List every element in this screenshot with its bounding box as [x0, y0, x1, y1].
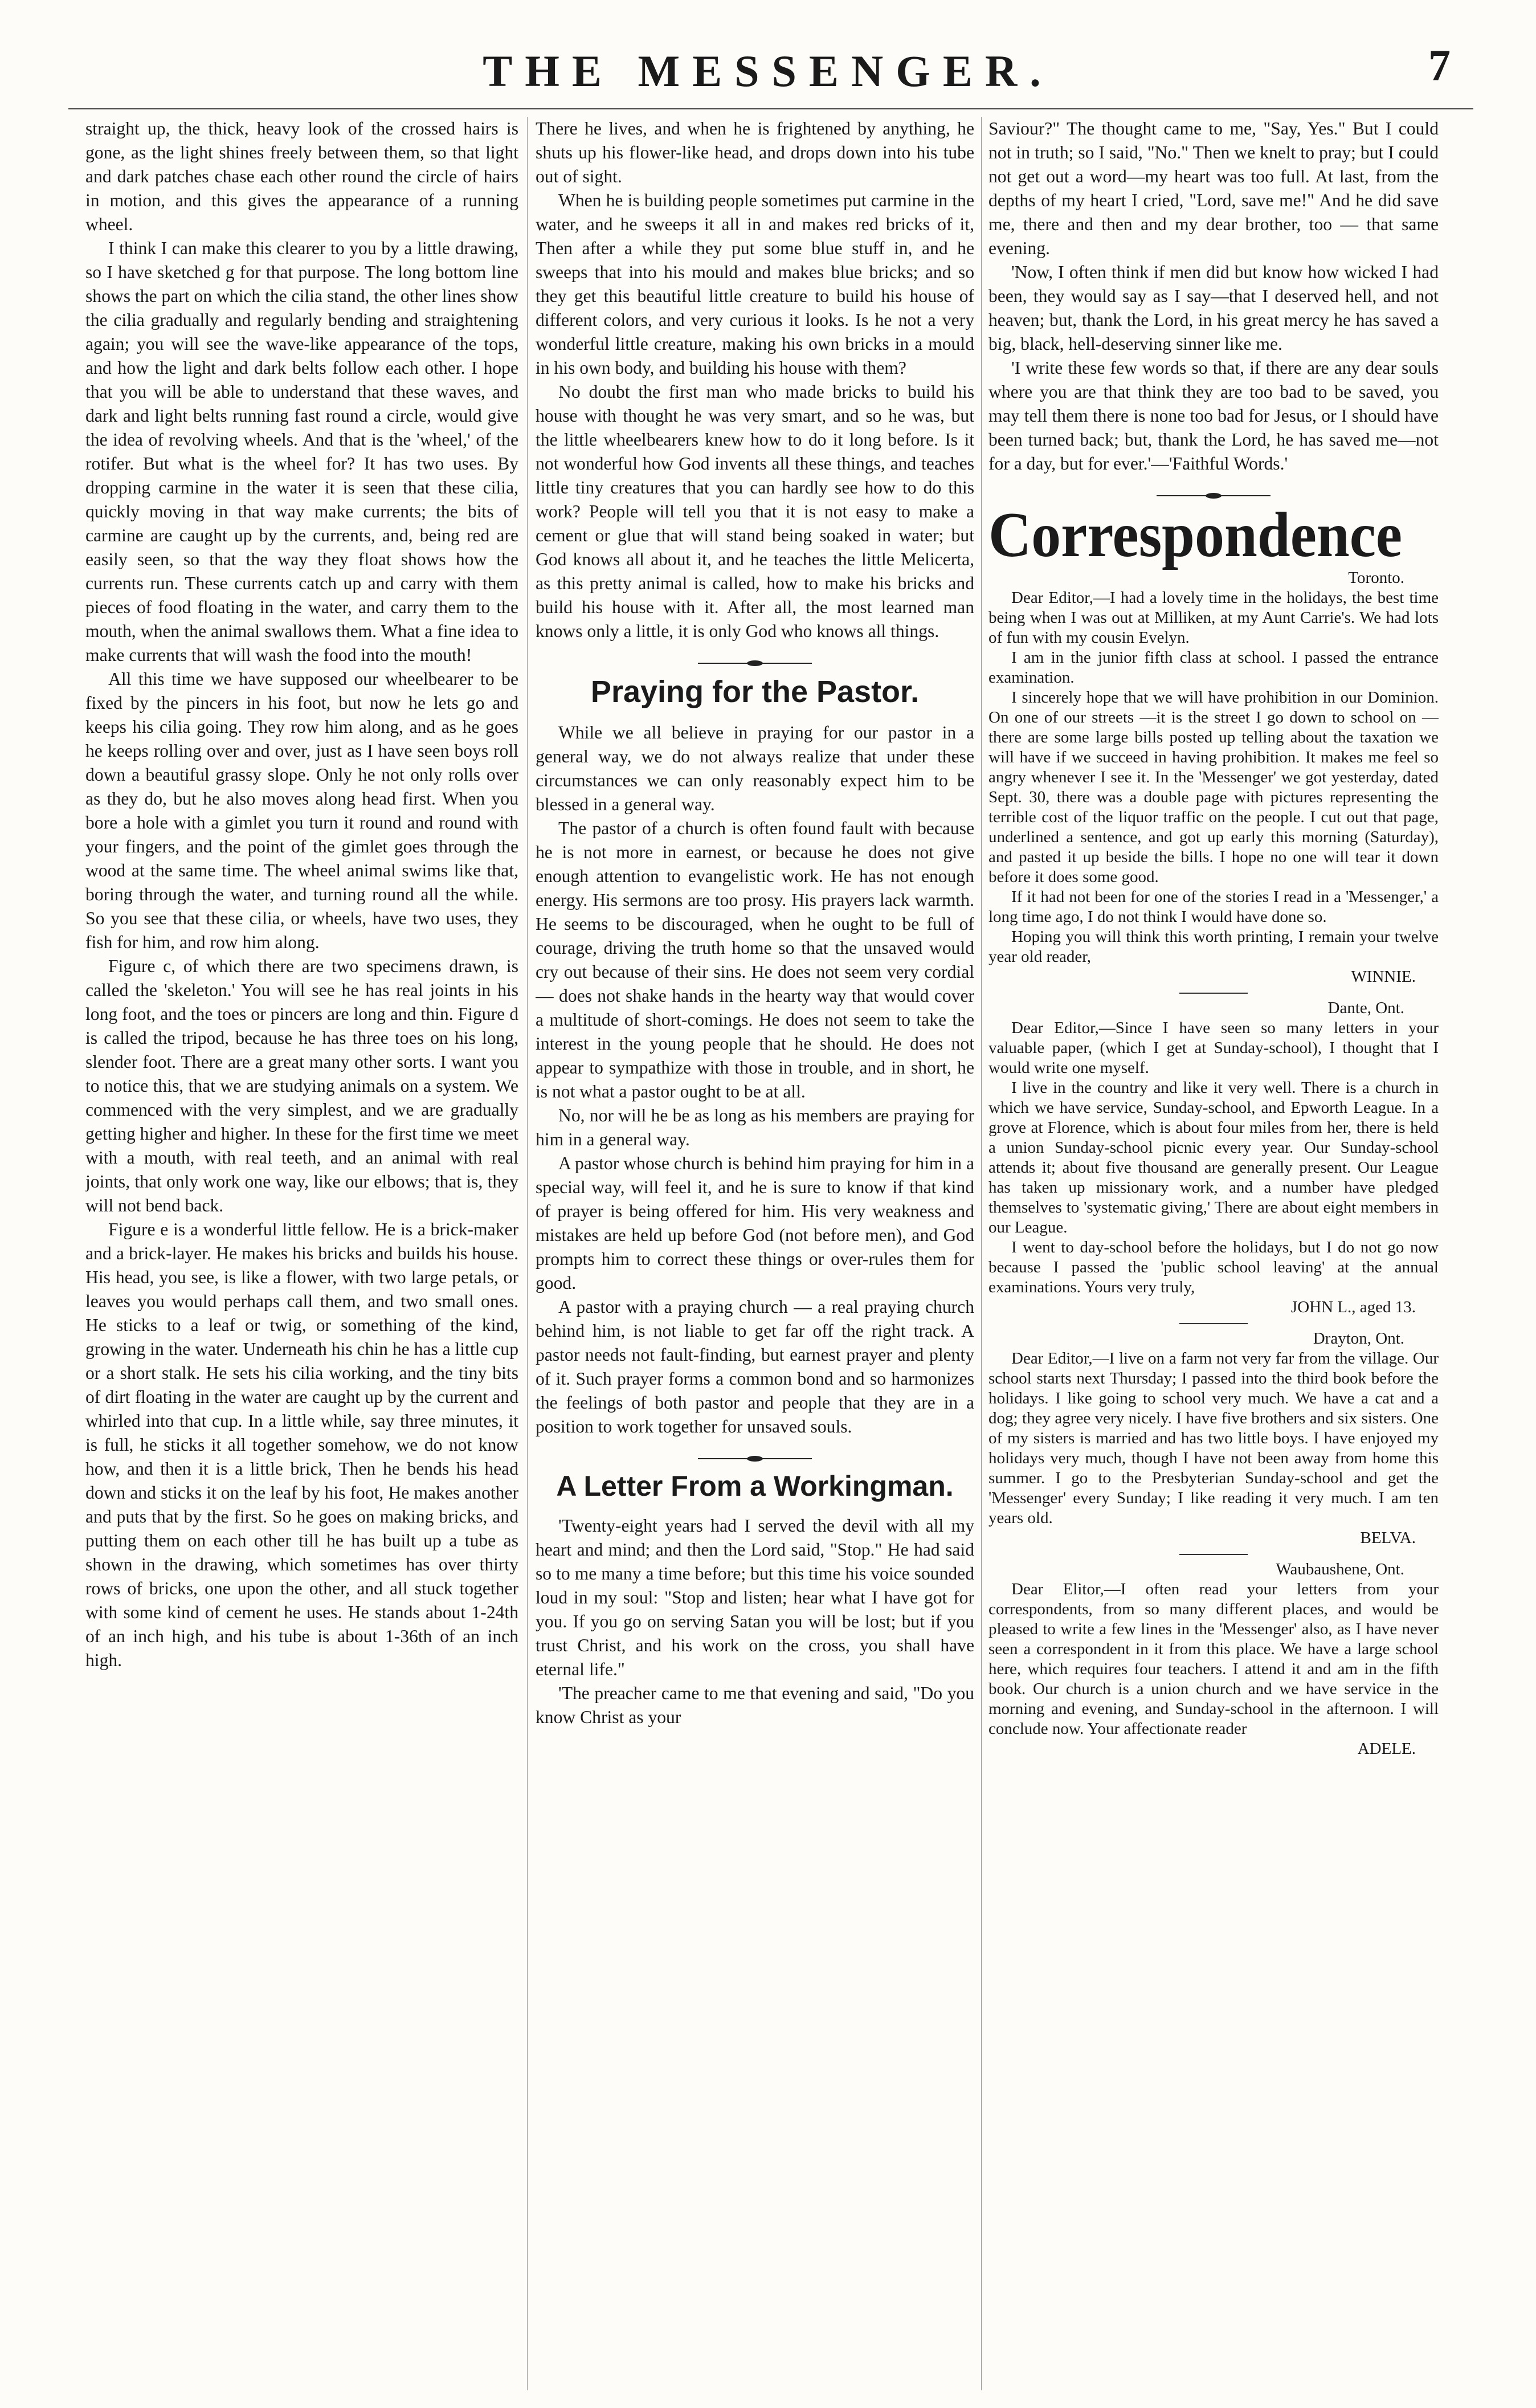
- letter-place: Toronto.: [1348, 569, 1404, 587]
- article-paragraph: 'I write these few words so that, if there are any dear souls where you are that think they are too bad to be saved, you may tell them there is none too bad for Jesus, or I should have been turned back; but, thank the Lord, he has saved me—not for a day, but for ever.'—'Faithful Words.': [988, 358, 1439, 474]
- letter-paragraph: I am in the junior fifth class at school. I passed the entrance examination.: [988, 648, 1439, 687]
- letter-signature: WINNIE.: [1351, 968, 1416, 986]
- column-divider: [981, 117, 982, 2390]
- article-paragraph: No, nor will he be as long as his members are praying for him in a general way.: [536, 1105, 974, 1149]
- column-2: [536, 117, 974, 2390]
- letter-paragraph: Dear Editor,—I live on a farm not very far from the village. Our school starts next Thursday; I passed into the third book before the holidays. I like going to school very much. We have a cat and a dog; they agree very nicely. I have five brothers and six sisters. One of my sisters is married and has two little boys. I have enjoyed my holidays very much, though I have not been away from home this summer. I go to the Presbyterian Sunday-school and get the 'Messenger' every Sunday; I like reading it very much. I am ten years old.: [988, 1349, 1439, 1527]
- article-paragraph: straight up, the thick, heavy look of the crossed hairs is gone, as the light shines freely between them, so that light and dark patches chase each other round the circle of hairs in motion, and this gives the appearance of a running wheel.: [85, 119, 518, 234]
- letter-paragraph: I live in the country and like it very well. There is a church in which we have service, Sunday-school, and Epworth League. In a grove at Florence, which is about four miles from her, there is held a union Sunday-school picnic every year. Our Sunday-school attends it; about five thousand are generally present. Our League has taken up missionary work, and a number have pledged themselves to 'systematic giving,' There are about eight members in our League.: [988, 1079, 1439, 1236]
- column-3: [988, 117, 1439, 2390]
- letter-paragraph: I sincerely hope that we will have prohibition in our Dominion. On one of our streets —it is the street I go down to school on — there are some large bills posted up telling about the taxation we will have if we succeed in having prohibition. It makes me feel so angry whenever I see it. In the 'Messenger' we got yesterday, dated Sept. 30, there was a double page with pictures representing the terrible cost of the liquor traffic on the people. I cut out that page, underlined a sentence, and got up early this morning (Saturday), and pasted it up beside the bills. I hope no one will tear it down before it does some good.: [988, 688, 1439, 886]
- article-paragraph: 'Now, I often think if men did but know how wicked I had been, they would say as I say—that I deserved hell, and not heaven; but, thank the Lord, in his great mercy he has saved a big, black, hell-deserving sinner like me.: [988, 262, 1439, 354]
- letter-paragraph: I went to day-school before the holidays, but I do not go now because I passed the 'public school leaving' at the annual examinations. Yours very truly,: [988, 1238, 1439, 1296]
- article-paragraph: When he is building people sometimes put carmine in the water, and he sweeps it all in and makes red bricks of it, Then after a while they put some blue stuff in, and he sweeps that into his mould and makes blue bricks; and so they get this beautiful little creature to build his house of different colors, and very curious it looks. Is he not a very wonderful little creature, making his own bricks in a mould in his own body, and building his house with them?: [536, 190, 974, 378]
- column-1: [85, 117, 518, 2390]
- letter-paragraph: Hoping you will think this worth printing, I remain your twelve year old reader,: [988, 928, 1439, 966]
- article-paragraph: Figure e is a wonderful little fellow. He is a brick-maker and a brick-layer. He makes his bricks and builds his house. His head, you see, is like a flower, with two large petals, or leaves you would perhaps call them, and two small ones. He sticks to a leaf or twig, or something of the kind, growing in the water. Underneath his chin he has a little cup or a short stalk. He sets his cilia working, and the tiny bits of dirt floating in the water are caught up by the current and whirled into that cup. In a little while, say three minutes, it is full, he sticks it all together somehow, we do not know how, and then it is a little brick, Then he bends his head down and sticks it on the leaf by his foot, He makes another and puts that by the first. So he goes on making bricks, and putting them on each other till he has built up a tube as shown in the drawing, which sometimes has over thirty rows of bricks, one upon the other, and all stuck together with some kind of cement he uses. He stands about 1-24th of an inch high, and his tube is about 1-36th of an inch high.: [85, 1219, 518, 1670]
- letter-paragraph: Dear Editor,—Since I have seen so many letters in your valuable paper, (which I get at Sunday-school), I thought that I would write one myself.: [988, 1019, 1439, 1077]
- letter-divider: [1179, 1323, 1248, 1324]
- section-ornament: [536, 1447, 974, 1458]
- column-divider: [527, 117, 528, 2390]
- letter-signature: JOHN L., aged 13.: [1290, 1298, 1416, 1316]
- article-paragraph: While we all believe in praying for our pastor in a general way, we do not always realize that under these circumstances we can only reasonably expect him to be blessed in a general way.: [536, 723, 974, 814]
- letter-paragraph: Dear Elitor,—I often read your letters from your correspondents, from so many different places, and would be pleased to write a few lines in the 'Messenger' also, as I have never seen a correspondent in it from this place. We have a large school here, which requires four teachers. I attend it and am in the fifth book. Our church is a union church and we have service in the morning and evening, and Sunday-school in the afternoon. I will conclude now. Your affectionate reader: [988, 1580, 1439, 1738]
- section-ornament: [536, 651, 974, 663]
- article-paragraph: A pastor with a praying church — a real praying church behind him, is not liable to get far off the right track. A pastor needs not fault-finding, but earnest prayer and plenty of it. Such prayer forms a common bond and so harmonizes the feelings of both pastor and people that they are in a position to work together for unsaved souls.: [536, 1297, 974, 1436]
- letter-signature: BELVA.: [1360, 1529, 1416, 1547]
- correspondence-heading: Correspondence: [988, 499, 1403, 571]
- section-ornament: [988, 484, 1439, 495]
- article-paragraph: 'The preacher came to me that evening and said, "Do you know Christ as your: [536, 1683, 974, 1727]
- letter-place: Drayton, Ont.: [1313, 1329, 1404, 1348]
- article-paragraph: No doubt the first man who made bricks to build his house with thought he was very smart, and so he was, but the little wheelbearers knew how to do it long before. Is it not wonderful how God invents all these things, and teaches little tiny creatures that you can hardly see how to do this work? People will tell you that it is not easy to make a cement or glue that will stand being soaked in water; but God knows all about it, and he teaches the little Melicerta, as this pretty animal is called, how to make his bricks and build his house with it. After all, the most learned man knows only a little, it is only God who knows all things.: [536, 382, 974, 641]
- article-paragraph: Figure c, of which there are two specimens drawn, is called the 'skeleton.' You will see he has real joints in his long foot, and the toes or pincers are long and thin. Figure d is called the tripod, because he has three toes on his long, slender foot. There are a great many other sorts. I want you to notice this, that we are studying animals on a system. We commenced with the very simplest, and we are gradually getting higher and higher. In these for the first time we meet with a mouth, with real teeth, and an animal with real joints, that only work one way, like our elbows; that is, they will not bend back.: [85, 956, 518, 1215]
- letter-signature: ADELE.: [1357, 1740, 1416, 1758]
- letter-place: Dante, Ont.: [1327, 999, 1404, 1017]
- article-paragraph: There he lives, and when he is frightened by anything, he shuts up his flower-like head, and drops down into his tube out of sight.: [536, 119, 974, 186]
- article-paragraph: A pastor whose church is behind him praying for him in a special way, will feel it, and he is sure to know if that kind of prayer is being offered for him. His very weakness and mistakes are held up before God (not before men), and God prompts him to correct these things or over-rules them for good.: [536, 1153, 974, 1293]
- letter-place: Waubaushene, Ont.: [1276, 1560, 1404, 1578]
- letter-divider: [1179, 1554, 1248, 1555]
- masthead: [0, 40, 1536, 103]
- pastor-heading: Praying for the Pastor.: [590, 675, 920, 709]
- masthead-title: THE MESSENGER.: [483, 46, 1053, 96]
- letters-section: [988, 568, 1439, 1759]
- letter-paragraph: Dear Editor,—I had a lovely time in the holidays, the best time being when I was out at Milliken, at my Aunt Carrie's. We had lots of fun with my cousin Evelyn.: [988, 589, 1439, 647]
- workingman-heading: A Letter From a Workingman.: [556, 1470, 954, 1502]
- article-paragraph: The pastor of a church is often found fault with because he is not more in earnest, or because he does not give enough attention to evangelistic work. He has not enough energy. His sermons are too prosy. His prayers lack warmth. He seems to be discouraged, when he ought to be full of courage, driving the truth home so that the unsaved would cry out because of their sins. He does not seem very cordial — does not shake hands in the hearty way that would cover a multitude of short-comings. He does not seem to take the interest in the young people that he should. He does not appear to sympathize with those in trouble, and in short, he is not what a pastor ought to be at all.: [536, 818, 974, 1101]
- article-paragraph: I think I can make this clearer to you by a little drawing, so I have sketched g for that purpose. The long bottom line shows the part on which the cilia stand, the other lines show the cilia gradually and regularly bending and straightening again; you will see the wave-like appearance of the tops, and how the light and dark belts follow each other. I hope that you will be able to understand that these waves, and dark and light belts running fast round a circle, would give the idea of revolving wheels. And that is the 'wheel,' of the rotifer. But what is the wheel for? It has two uses. By dropping carmine in the water it is seen that these cilia, quickly moving in that way make currents; the bits of carmine are caught up by the currents, and, being red are easily seen, so that the way they float shows how the currents run. These currents catch up and carry with them pieces of food floating in the water, and carry them to the mouth, when the animal swallows them. What a fine idea to make currents that will wash the food into the mouth!: [85, 238, 518, 665]
- page-number: 7: [1428, 40, 1451, 90]
- letter-divider: [1179, 993, 1248, 994]
- article-paragraph: Saviour?" The thought came to me, "Say, Yes." But I could not in truth; so I said, "No." Then we knelt to pray; but I could not get out a word—my heart was too full. At last, from the depths of my heart I cried, "Lord, save me!" And he did save me, there and then and my dear brother, too — that same evening.: [988, 119, 1439, 258]
- letter-paragraph: If it had not been for one of the stories I read in a 'Messenger,' a long time ago, I do not think I would have done so.: [988, 888, 1439, 926]
- masthead-rule: [68, 108, 1473, 109]
- article-paragraph: 'Twenty-eight years had I served the devil with all my heart and mind; and then the Lord said, "Stop." He had said so to me many a time before; but this time his voice sounded loud in my soul: "Stop and listen; hear what I have got for you. If you go on serving Satan you will be lost; but if you trust Christ, and his work on the cross, you shall have eternal life.": [536, 1516, 974, 1679]
- article-paragraph: All this time we have supposed our wheelbearer to be fixed by the pincers in his foot, but now he lets go and keeps his cilia going. They row him along, and as he goes he keeps rolling over and over, just as I have seen boys roll down a beautiful grassy slope. Only he not only rolls over as they do, but he also moves along head first. When you bore a hole with a gimlet you turn it round and round with your fingers, and the point of the gimlet goes through the wood at the same time. The wheel animal swims like that, boring through the water, and turning round all the while. So you see that these cilia, or wheels, have two uses, they fish for him, and row him along.: [85, 669, 518, 952]
